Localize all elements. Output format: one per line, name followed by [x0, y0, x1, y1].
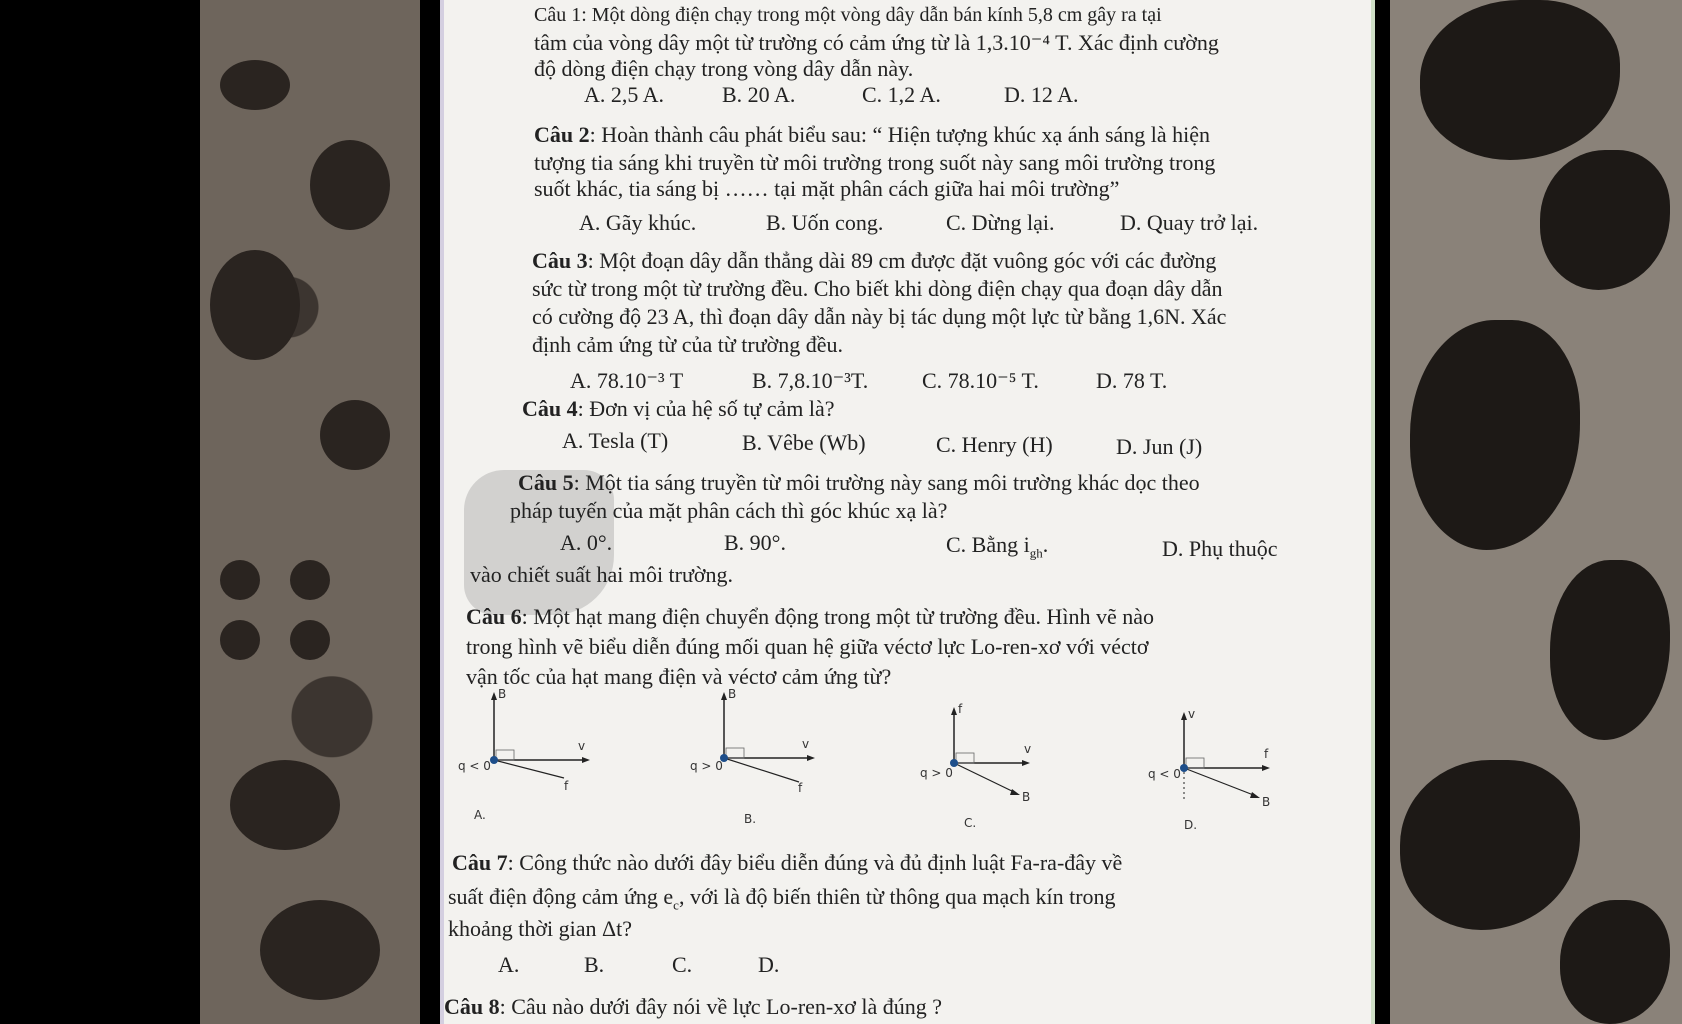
q7-text-2a: suất điện động cảm ứng e — [448, 884, 674, 909]
q4-text-1: : Đơn vị của hệ số tự cảm là? — [577, 396, 835, 421]
figure-a-up-label: B — [498, 687, 507, 701]
q3-line-2: sức từ trong một từ trường đều. Cho biết khi dòng điện chạy qua đoạn dây dẫn — [532, 276, 1223, 301]
figure-b-diag-label: f — [798, 781, 803, 795]
q6-figure-b — [690, 687, 824, 795]
q2-option-a: A. Gãy khúc. — [579, 210, 697, 235]
q2-line-1 — [534, 122, 1210, 148]
q7-option-a: A. — [498, 952, 520, 977]
q6-text-1: : Một hạt mang điện chuyển động trong một từ trường đều. Hình vẽ nào — [521, 604, 1155, 629]
q6-figure-a — [458, 687, 594, 795]
q7-label: Câu 7 — [452, 850, 508, 875]
q2-line-2: tượng tia sáng khi truyền từ môi trường trong suốt này sang môi trường trong — [534, 150, 1216, 175]
q6-line-3: vận tốc của hạt mang điện và véctơ cảm ứng từ? — [466, 664, 892, 689]
q3-option-d: D. 78 T. — [1096, 368, 1168, 393]
q6-figure-a-caption: A. — [474, 808, 486, 822]
figure-b-right-label: v — [802, 737, 810, 751]
q4-option-c: C. Henry (H) — [936, 432, 1053, 457]
figure-a-diagram — [458, 687, 594, 793]
q6-figure-d — [1148, 707, 1284, 815]
q8-text-1: : Câu nào dưới đây nói về lực Lo-ren-xơ là đúng ? — [499, 994, 943, 1019]
q7-text-1: : Công thức nào dưới đây biểu diễn đúng và đủ định luật Fa-ra-đây về — [507, 850, 1123, 875]
q7-option-b: B. — [584, 952, 605, 977]
figure-b-charge: q > 0 — [690, 759, 723, 773]
q2-option-c: C. Dừng lại. — [946, 210, 1055, 235]
q3-label: Câu 3 — [532, 248, 588, 273]
q1-option-b: B. 20 A. — [722, 82, 796, 107]
figure-d-right-label: f — [1264, 747, 1269, 761]
figure-d-up-label: v — [1188, 707, 1196, 721]
q7-option-d: D. — [758, 952, 780, 977]
q7-option-c: C. — [672, 952, 693, 977]
q6-figure-c — [920, 702, 1054, 810]
dark-border-left — [0, 0, 200, 1024]
figure-c-charge: q > 0 — [920, 766, 953, 780]
figure-c-right-label: v — [1024, 742, 1032, 756]
q2-option-d: D. Quay trở lại. — [1120, 210, 1259, 235]
q4-line-1 — [522, 396, 835, 422]
q3-option-a: A. 78.10⁻³ T — [570, 368, 684, 393]
q4-option-a: A. Tesla (T) — [562, 428, 669, 453]
figure-b-up-label: B — [728, 687, 737, 701]
figure-d-diagram — [1148, 707, 1284, 810]
q6-line-2: trong hình vẽ biểu diễn đúng mối quan hệ giữa véctơ lực Lo-ren-xơ với véctơ — [466, 634, 1149, 659]
figure-a-charge: q < 0 — [458, 759, 491, 773]
q2-option-b: B. Uốn cong. — [766, 210, 884, 235]
fabric-background-left — [200, 0, 420, 1024]
q5-option-d: D. Phụ thuộc — [1162, 536, 1278, 561]
q7-text-2b: , với là độ biến thiên từ thông qua mạch kín trong — [678, 884, 1116, 909]
q5-line-3: vào chiết suất hai môi trường. — [470, 562, 734, 587]
fabric-background-right — [1390, 0, 1682, 1024]
q1-option-d: D. 12 A. — [1004, 82, 1079, 107]
q6-figure-d-caption: D. — [1184, 818, 1198, 832]
q7-line-3: khoảng thời gian Δt? — [448, 916, 633, 941]
q7-line-1 — [452, 850, 1122, 876]
q1-line-2: tâm của vòng dây một từ trường có cảm ứng từ là 1,3.10⁻⁴ T. Xác định cường — [534, 30, 1219, 55]
q6-figure-b-caption: B. — [744, 812, 757, 826]
q6-label: Câu 6 — [466, 604, 522, 629]
q3-line-3: có cường độ 23 A, thì đoạn dây dẫn này bị tác dụng một lực từ bằng 1,6N. Xác — [532, 304, 1227, 329]
q2-line-3: suốt khác, tia sáng bị …… tại mặt phân cách giữa hai môi trường” — [534, 176, 1120, 201]
q5-option-c-subscript: gh — [1029, 545, 1043, 561]
q7-line-2 — [448, 884, 1116, 913]
q3-option-c: C. 78.10⁻⁵ T. — [922, 368, 1039, 393]
figure-c-diagram — [920, 702, 1054, 805]
q2-text-1: : Hoàn thành câu phát biểu sau: “ Hiện tượng khúc xạ ánh sáng là hiện — [589, 122, 1211, 147]
figure-a-diag-label: f — [564, 779, 569, 793]
q4-label: Câu 4 — [522, 396, 578, 421]
q5-option-a: A. 0°. — [560, 530, 613, 555]
q5-option-b: B. 90°. — [724, 530, 786, 555]
figure-d-diag-label: B — [1262, 795, 1271, 809]
q3-text-1: : Một đoạn dây dẫn thẳng dài 89 cm được đặt vuông góc với các đường — [587, 248, 1217, 273]
q6-line-1 — [466, 604, 1154, 630]
q1-option-a: A. 2,5 A. — [584, 82, 665, 107]
q5-text-1: : Một tia sáng truyền từ môi trường này sang môi trường khác dọc theo — [573, 470, 1200, 495]
q5-option-c — [946, 532, 1048, 561]
q3-option-b: B. 7,8.10⁻³T. — [752, 368, 869, 393]
q5-line-1 — [518, 470, 1200, 496]
q5-label: Câu 5 — [518, 470, 574, 495]
q5-option-c-text: C. Bằng i — [946, 532, 1030, 557]
q4-option-d: D. Jun (J) — [1116, 434, 1203, 459]
q8-label: Câu 8 — [444, 994, 500, 1019]
figure-c-diag-label: B — [1022, 790, 1031, 804]
q2-label: Câu 2 — [534, 122, 590, 147]
q1-line-1: Câu 1: Một dòng điện chạy trong một vòng dây dẫn bán kính 5,8 cm gây ra tại — [534, 4, 1162, 26]
figure-b-diagram — [690, 687, 824, 795]
q5-option-c-end: . — [1042, 532, 1049, 557]
figure-a-right-label: v — [578, 739, 586, 753]
q3-line-1 — [532, 248, 1216, 274]
q4-option-b: B. Vêbe (Wb) — [742, 430, 866, 455]
q6-figure-c-caption: C. — [964, 816, 977, 830]
q8-line-1 — [444, 994, 942, 1020]
q1-line-3: độ dòng điện chạy trong vòng dây dẫn này. — [534, 56, 914, 81]
q7-subscript: c — [673, 897, 679, 913]
q3-line-4: định cảm ứng từ của từ trường đều. — [532, 332, 844, 357]
figure-c-up-label: f — [958, 702, 963, 716]
figure-d-charge: q < 0 — [1148, 767, 1181, 781]
q5-line-2: pháp tuyến của mặt phân cách thì góc khúc xạ là? — [510, 498, 948, 523]
exam-page — [440, 0, 1375, 1024]
q1-option-c: C. 1,2 A. — [862, 82, 941, 107]
